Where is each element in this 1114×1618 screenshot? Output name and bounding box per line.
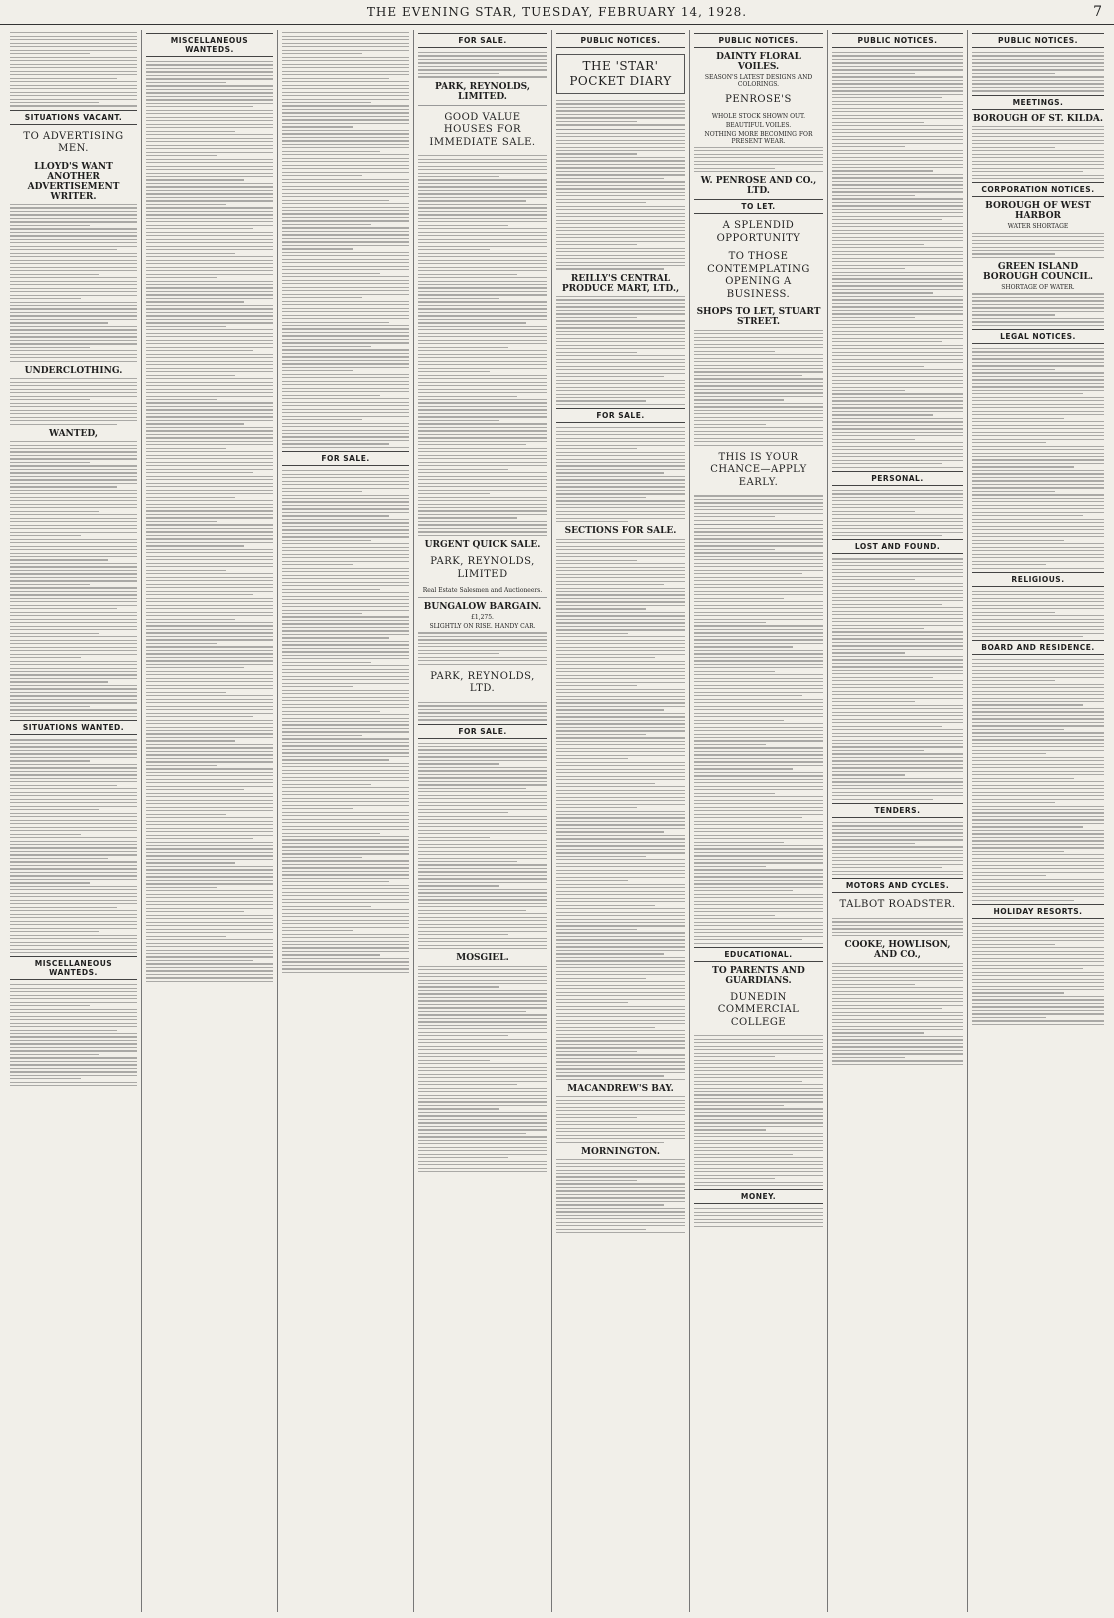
ad-heading: SECTIONS FOR SALE. — [564, 526, 677, 537]
section-heading: SITUATIONS VACANT. — [10, 110, 137, 125]
ad-heading: NOTHING MORE BECOMING FOR PRESENT WEAR. — [704, 130, 813, 145]
section-heading: MONEY. — [694, 1189, 823, 1204]
display-heading: A SPLENDID OPPORTUNITY — [716, 220, 801, 244]
section-heading: FOR SALE. — [418, 724, 547, 739]
display-heading: TO THOSE CONTEMPLATING OPENING A BUSINESS. — [707, 251, 810, 300]
columns — [6, 30, 1108, 1612]
display-heading: TALBOT ROADSTER. — [839, 899, 956, 911]
section-heading: PERSONAL. — [832, 471, 963, 486]
section-heading: MISCELLANEOUS WANTEDS. — [10, 956, 137, 980]
body-text — [972, 659, 1104, 901]
ad-heading: TO PARENTS AND GUARDIANS. — [712, 965, 805, 986]
body-text — [556, 296, 685, 329]
body-text — [832, 52, 963, 468]
body-text — [146, 61, 273, 982]
column-4 — [414, 30, 552, 1612]
divider — [694, 524, 823, 525]
section-heading: PUBLIC NOTICES. — [694, 33, 823, 48]
ad-heading: URGENT QUICK SALE. — [424, 540, 541, 551]
ad-heading: Real Estate Salesmen and Auctioneers. — [422, 587, 543, 595]
body-text — [418, 155, 547, 536]
body-text — [556, 100, 685, 126]
display-heading: TO ADVERTISING MEN. — [23, 130, 124, 155]
body-text — [418, 52, 547, 78]
body-text — [832, 822, 963, 875]
ad-heading: WHOLE STOCK SHOWN OUT. — [711, 112, 806, 120]
column-3 — [278, 30, 414, 1612]
body-text — [832, 918, 963, 937]
body-text — [282, 32, 409, 448]
body-text — [556, 133, 685, 221]
body-text — [10, 441, 137, 717]
display-heading: THIS IS YOUR CHANCE—APPLY EARLY. — [710, 451, 807, 488]
column-8 — [968, 30, 1108, 1612]
body-text — [10, 984, 137, 1086]
section-heading: PUBLIC NOTICES. — [972, 33, 1104, 48]
section-heading: TO LET. — [694, 199, 823, 214]
section-heading: MEETINGS. — [972, 95, 1104, 110]
body-text — [556, 539, 685, 662]
section-heading: PUBLIC NOTICES. — [832, 33, 963, 48]
ad-heading: MORNINGTON. — [581, 1146, 660, 1157]
body-text — [972, 348, 1104, 569]
body-text — [972, 52, 1104, 92]
body-text — [832, 963, 963, 1065]
ad-heading: UNDERCLOTHING. — [24, 365, 123, 376]
body-text — [10, 204, 137, 362]
display-heading: PARK, REYNOLDS, LTD. — [430, 670, 535, 695]
display-heading: GOOD VALUE HOUSES FOR IMMEDIATE SALE. — [429, 111, 536, 148]
body-text — [972, 233, 1104, 259]
ad-heading: MACANDREW'S BAY. — [567, 1083, 674, 1094]
section-heading: BOARD AND RESIDENCE. — [972, 640, 1104, 655]
ad-heading: SLIGHTLY ON RISE. HANDY CAR. — [429, 623, 536, 631]
ad-heading: WANTED, — [49, 428, 98, 439]
body-text — [556, 427, 685, 522]
ad-heading: WATER SHORTAGE — [1007, 223, 1069, 231]
display-heading: DUNEDIN COMMERCIAL COLLEGE — [717, 991, 800, 1028]
column-2 — [142, 30, 278, 1612]
section-heading: FOR SALE. — [282, 451, 409, 466]
column-5 — [552, 30, 690, 1612]
divider — [418, 597, 547, 598]
ad-heading: LLOYD'S WANT ANOTHER ADVERTISEMENT WRITER. — [27, 161, 120, 202]
ad-heading: BOROUGH OF ST. KILDA. — [972, 113, 1104, 124]
body-text — [556, 664, 685, 1080]
section-heading: CORPORATION NOTICES. — [972, 182, 1104, 197]
section-heading: EDUCATIONAL. — [694, 947, 823, 962]
body-text — [972, 293, 1104, 326]
ad-heading: SHOPS TO LET, STUART STREET. — [696, 307, 821, 328]
ad-heading: COOKE, HOWLISON, AND CO., — [844, 940, 951, 961]
ad-heading: REILLY'S CENTRAL PRODUCE MART, LTD., — [561, 273, 680, 294]
body-text — [832, 490, 963, 536]
section-heading: FOR SALE. — [418, 33, 547, 48]
column-6 — [690, 30, 828, 1612]
section-heading: HOLIDAY RESORTS. — [972, 904, 1104, 919]
ad-heading: SEASON'S LATEST DESIGNS AND COLORINGS. — [704, 74, 813, 88]
column-7 — [828, 30, 968, 1612]
masthead-title: THE EVENING STAR, TUESDAY, FEBRUARY 14, 1928. — [366, 5, 748, 19]
ad-heading: BUNGALOW BARGAIN. — [423, 602, 542, 613]
body-text — [972, 923, 1104, 1025]
masthead — [0, 0, 1114, 25]
ad-heading: SHORTAGE OF WATER. — [1001, 284, 1075, 292]
section-heading: LOST AND FOUND. — [832, 539, 963, 554]
body-text — [694, 330, 823, 446]
body-text — [556, 1159, 685, 1233]
section-heading: SITUATIONS WANTED. — [10, 720, 137, 735]
body-text — [694, 1208, 823, 1227]
body-text — [418, 632, 547, 665]
section-heading: MOTORS AND CYCLES. — [832, 878, 963, 893]
body-text — [418, 966, 547, 1173]
body-text — [972, 591, 1104, 637]
display-heading: PARK, REYNOLDS, LIMITED — [430, 556, 535, 580]
column-1 — [6, 30, 142, 1612]
divider — [556, 129, 685, 130]
body-text — [694, 1035, 823, 1186]
ad-heading: BEAUTIFUL VOILES. — [725, 121, 792, 129]
display-heading: PENROSE'S — [725, 94, 792, 105]
body-text — [10, 739, 137, 953]
ad-heading: GREEN ISLAND BOROUGH COUNCIL. — [982, 262, 1094, 283]
ad-heading: £1,275. — [471, 614, 494, 622]
divider — [418, 105, 547, 106]
body-text — [418, 743, 547, 950]
section-heading: FOR SALE. — [556, 408, 685, 423]
body-text — [282, 470, 409, 973]
ad-heading: W. PENROSE AND CO., LTD. — [700, 176, 817, 197]
ad-heading: BOROUGH OF WEST HARBOR — [985, 201, 1091, 222]
body-text — [556, 331, 685, 405]
section-heading: TENDERS. — [832, 803, 963, 818]
section-heading: RELIGIOUS. — [972, 572, 1104, 587]
body-text — [10, 32, 137, 106]
body-text — [832, 558, 963, 800]
section-heading: MISCELLANEOUS WANTEDS. — [146, 33, 273, 57]
ad-heading: DAINTY FLORAL VOILES. — [716, 52, 801, 72]
body-text — [694, 147, 823, 173]
section-heading: LEGAL NOTICES. — [972, 329, 1104, 344]
body-text — [418, 702, 547, 721]
ad-heading: PARK, REYNOLDS, LIMITED. — [435, 81, 530, 102]
body-text — [556, 1096, 685, 1142]
ad-heading: MOSGIEL. — [456, 953, 509, 964]
body-text — [10, 378, 137, 424]
display-heading: THE 'STAR' POCKET DIARY — [556, 54, 685, 94]
body-text — [694, 495, 823, 521]
body-text — [972, 126, 1104, 179]
body-text — [694, 528, 823, 944]
body-text — [556, 223, 685, 269]
section-heading: PUBLIC NOTICES. — [556, 33, 685, 48]
page-number: 7 — [1093, 4, 1102, 20]
